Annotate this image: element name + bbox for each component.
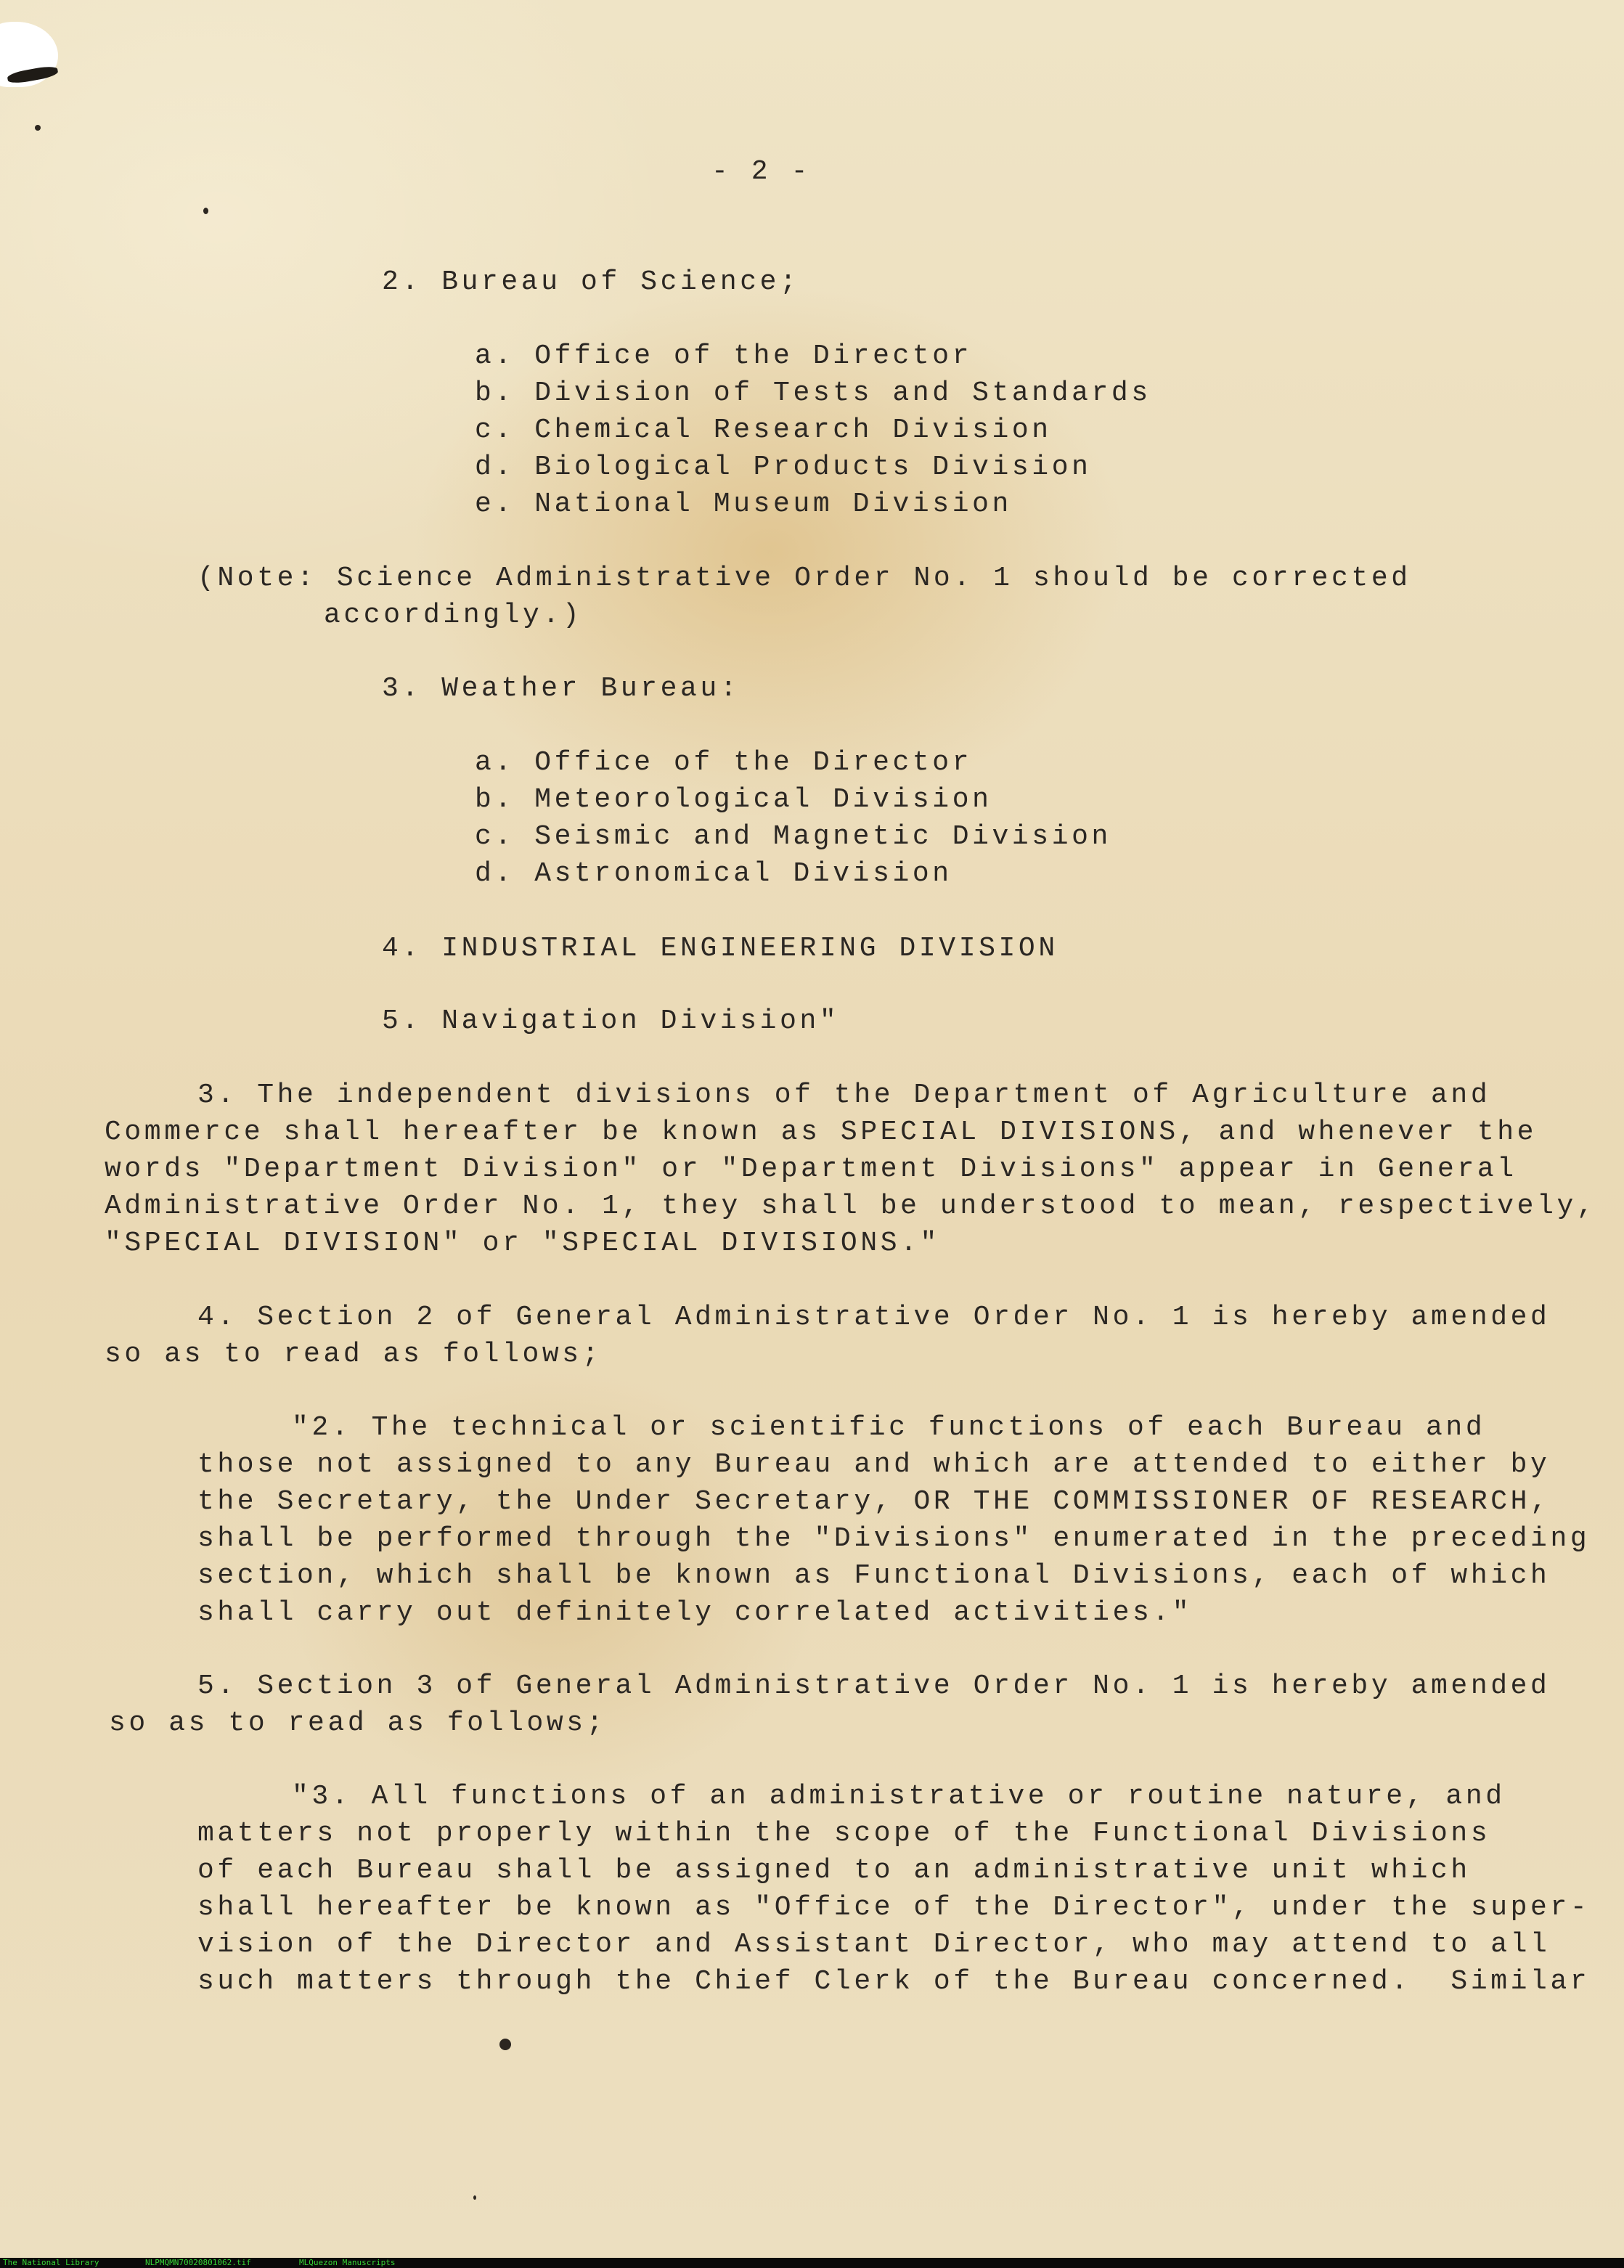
ink-speck	[499, 2039, 511, 2050]
ink-speck	[203, 208, 208, 214]
paragraph-line: "SPECIAL DIVISION" or "SPECIAL DIVISIONS."	[105, 1228, 940, 1259]
footer-collection: MLQuezon Manuscripts	[299, 2258, 396, 2267]
list-item: e. National Museum Division	[475, 489, 1012, 520]
section-heading-weather-bureau: 3. Weather Bureau:	[382, 673, 740, 704]
note-line: (Note: Science Administrative Order No. 1 should be corrected	[197, 563, 1411, 594]
ink-speck	[473, 2195, 476, 2200]
paragraph-line: Commerce shall hereafter be known as SPECIAL DIVISIONS, and whenever the	[105, 1117, 1538, 1148]
quote-line: matters not properly within the scope of the Functional Divisions	[197, 1818, 1491, 1849]
list-item: b. Meteorological Division	[475, 784, 992, 815]
section-heading-bureau-of-science: 2. Bureau of Science;	[382, 266, 800, 298]
quote-line: such matters through the Chief Clerk of the Bureau concerned. Similar	[197, 1966, 1591, 1997]
paragraph-line: so as to read as follows;	[109, 1708, 607, 1739]
quote-line: the Secretary, the Under Secretary, OR THE COMMISSIONER OF RESEARCH,	[197, 1486, 1551, 1517]
quote-line: "3. All functions of an administrative or routine nature, and	[292, 1781, 1506, 1812]
list-item: b. Division of Tests and Standards	[475, 378, 1151, 409]
list-item: d. Biological Products Division	[475, 452, 1092, 483]
paragraph-line: 4. Section 2 of General Administrative Order No. 1 is hereby amended	[197, 1302, 1551, 1333]
paragraph-line: 3. The independent divisions of the Department of Agriculture and	[197, 1080, 1491, 1111]
quote-line: "2. The technical or scientific functions of each Bureau and	[292, 1412, 1486, 1443]
list-item: a. Office of the Director	[475, 747, 973, 778]
list-item: d. Astronomical Division	[475, 858, 952, 889]
note-line: accordingly.)	[324, 600, 583, 631]
page-number: - 2 -	[711, 156, 812, 187]
footer-file-id: NLPMQMN70020801062.tif	[145, 2258, 251, 2267]
quote-line: those not assigned to any Bureau and which are attended to either by	[197, 1449, 1551, 1480]
quote-line: of each Bureau shall be assigned to an administrative unit which	[197, 1855, 1471, 1886]
list-item: c. Chemical Research Division	[475, 415, 1052, 446]
list-item: c. Seismic and Magnetic Division	[475, 821, 1111, 852]
quote-line: vision of the Director and Assistant Director, who may attend to all	[197, 1929, 1551, 1960]
list-item: a. Office of the Director	[475, 340, 973, 372]
paragraph-line: words "Department Division" or "Department Divisions" appear in General	[105, 1154, 1517, 1185]
paragraph-line: Administrative Order No. 1, they shall be understood to mean, respectively,	[105, 1191, 1597, 1222]
quote-line: shall be performed through the "Divisions" enumerated in the preceding	[197, 1523, 1591, 1554]
section-heading-industrial-engineering: 4. INDUSTRIAL ENGINEERING DIVISION	[382, 933, 1058, 964]
paragraph-line: so as to read as follows;	[105, 1339, 603, 1370]
paragraph-line: 5. Section 3 of General Administrative Order No. 1 is hereby amended	[197, 1671, 1551, 1702]
quote-line: shall hereafter be known as "Office of the Director", under the super-	[197, 1892, 1591, 1923]
quote-line: shall carry out definitely correlated activities."	[197, 1597, 1193, 1628]
section-heading-navigation-division: 5. Navigation Division"	[382, 1005, 840, 1037]
footer-library: The National Library	[3, 2258, 99, 2267]
ink-speck	[35, 125, 41, 131]
quote-line: section, which shall be known as Functional Divisions, each of which	[197, 1560, 1551, 1591]
